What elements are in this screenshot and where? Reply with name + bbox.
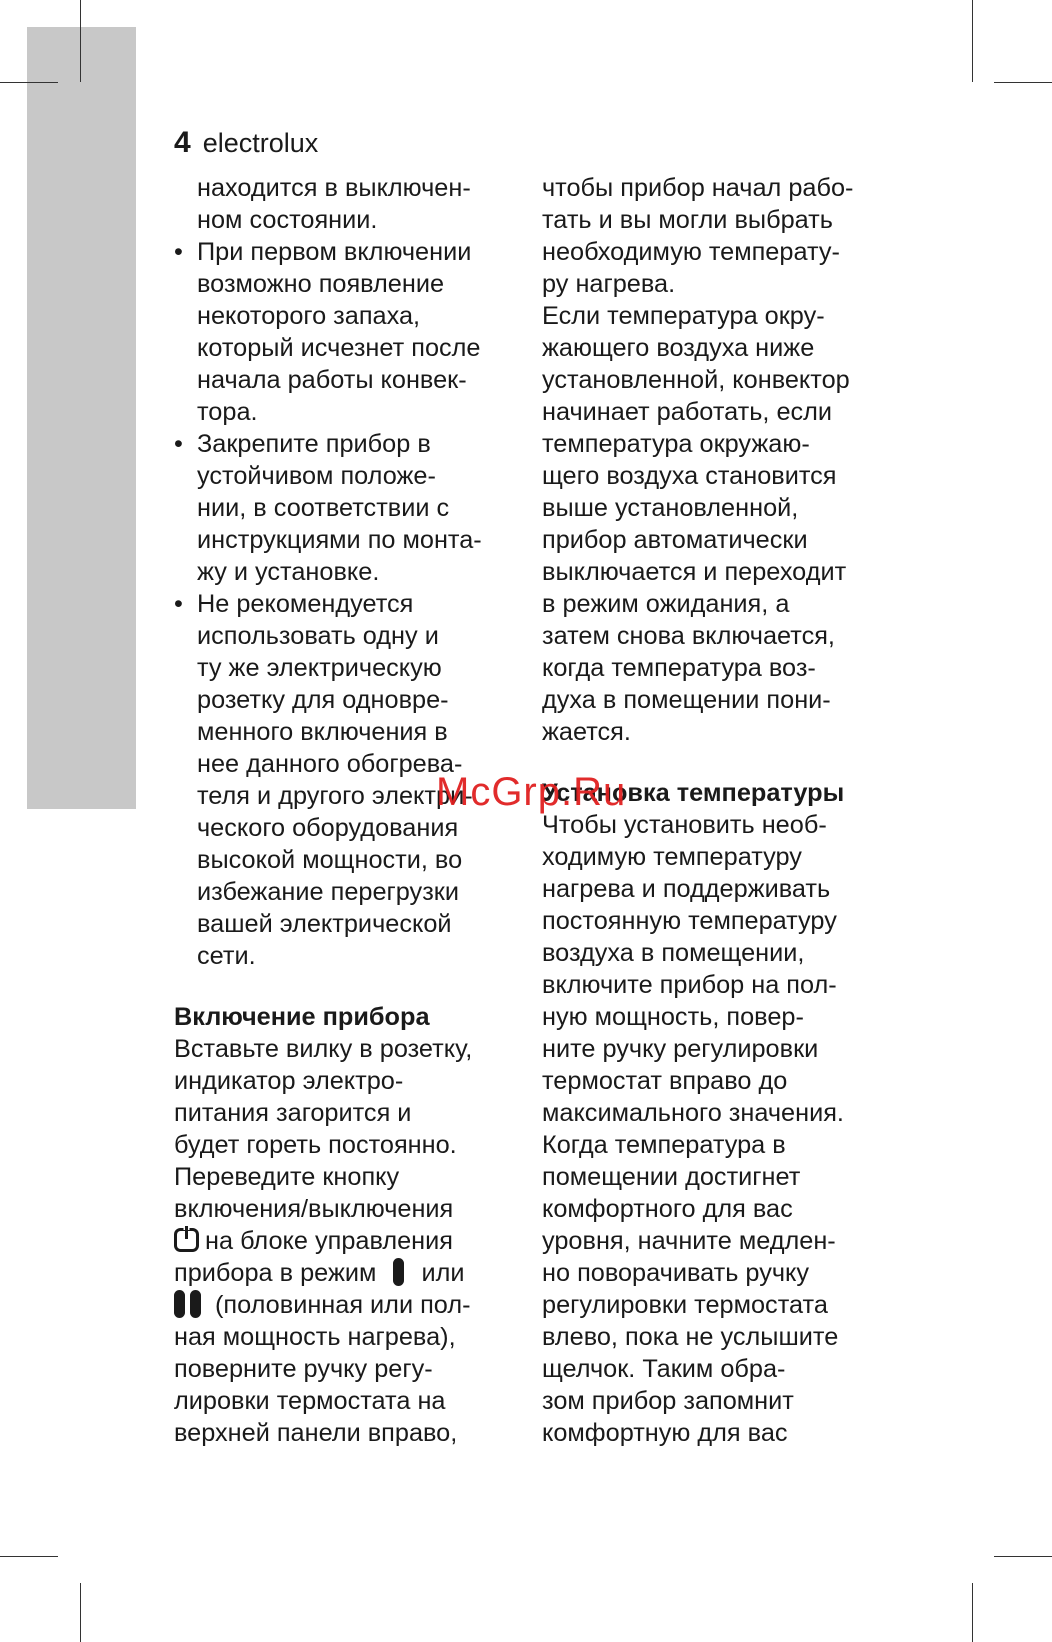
crop-mark [972,0,973,82]
text-line: комфортного для вас [542,1195,793,1223]
text-line: прибор автоматически [542,526,808,554]
text-line: использовать одну и [197,622,439,650]
crop-mark [0,82,58,83]
text-line: розетку для одновре- [197,686,449,714]
text-line: жающего воздуха ниже [542,334,815,362]
text-line: верхней панели вправо, [174,1419,458,1447]
text-line: избежание перегрузки [197,878,459,906]
text-line: возможно появление [197,270,445,298]
text-line: Если температура окру- [542,302,825,330]
text-line: зом прибор запомнит [542,1387,794,1415]
bullet-item [174,428,514,588]
text-line: включения/выключения [174,1195,454,1223]
text-line: но поворачивать ручку [542,1259,810,1287]
text-line: в режим ожидания, а [542,590,790,618]
text-line: который исчезнет после [197,334,481,362]
text-line: находится в выключен- [197,174,471,202]
text-line: некоторого запаха, [197,302,421,330]
bullet-marker: • [174,590,183,618]
crop-mark [994,82,1052,83]
text-line: инструкциями по монта- [197,526,482,554]
text-line: теля и другого электри- [197,782,473,810]
text-line: жу и установке. [197,558,380,586]
text-line [174,588,514,620]
icon-line-text: или [421,1259,465,1287]
text-line: устойчивом положе- [197,462,436,490]
text-line: ная мощность нагрева), [174,1323,456,1351]
text-line [174,428,514,460]
icon-line-text: (половинная или пол- [215,1291,471,1319]
text-line: нагрева и поддерживать [542,875,831,903]
text-line: тать и вы могли выбрать [542,206,833,234]
paragraph [542,809,882,1449]
text-line: когда температура воз- [542,654,816,682]
bullet-text: Закрепите прибор в [197,430,431,458]
text-line: лировки термостата на [174,1387,446,1415]
icon-line [174,1257,514,1289]
section-heading-temperature: Установка температуры [542,779,845,807]
single-bar-icon [393,1258,404,1286]
brand-name: electrolux [202,128,319,158]
text-line: помещении достигнет [542,1163,801,1191]
text-line: начала работы конвек- [197,366,467,394]
text-line: ную мощность, повер- [542,1003,804,1031]
text-line: будет гореть постоянно. [174,1131,457,1159]
icon-line [174,1289,514,1321]
text-line: менного включения в [197,718,448,746]
text-line: максимального значения. [542,1099,844,1127]
spacer [174,972,514,1001]
text-line: уровня, начните медлен- [542,1227,836,1255]
text-line: установленной, конвектор [542,366,850,394]
section-heading-power-on: Включение прибора [174,1003,430,1031]
text-line: нее данного обогрева- [197,750,463,778]
icon-line [174,1225,514,1257]
text-line: поверните ручку регу- [174,1355,433,1383]
text-line: духа в помещении пони- [542,686,831,714]
text-line: ните ручку регулировки [542,1035,819,1063]
text-line: Когда температура в [542,1131,786,1159]
text-line: питания загорится и [174,1099,412,1127]
bullet-marker: • [174,238,183,266]
text-line: постоянную температуру [542,907,837,935]
section-text [174,1321,514,1449]
text-line: ческого оборудования [197,814,459,842]
crop-mark [80,1583,81,1642]
text-line: начинает работать, если [542,398,833,426]
power-button-icon [174,1226,199,1252]
text-line: индикатор электро- [174,1067,404,1095]
crop-mark [994,1556,1052,1557]
bullet-item [174,236,514,428]
text-line: нии, в соответствии с [197,494,450,522]
text-line: Чтобы установить необ- [542,811,827,839]
text-line: необходимую температу- [542,238,840,266]
text-line: влево, пока не услышите [542,1323,839,1351]
text-line: включите прибор на пол- [542,971,837,999]
text-line: температура окружаю- [542,430,810,458]
text-line [174,236,514,268]
section-text [174,1033,514,1225]
text-line: вашей электрической [197,910,452,938]
text-line: ту же электрическую [197,654,442,682]
text-line: Вставьте вилку в розетку, [174,1035,473,1063]
text-line: щего воздуха становится [542,462,837,490]
text-line: ном состоянии. [197,206,378,234]
bullet-text: При первом включении [197,238,472,266]
crop-mark [80,0,81,82]
text-line: воздуха в помещении, [542,939,805,967]
text-line: тора. [197,398,258,426]
crop-mark [972,1583,973,1642]
text-line: выше установленной, [542,494,799,522]
text-line: комфортную для вас [542,1419,788,1447]
text-line: выключается и переходит [542,558,847,586]
text-line: затем снова включается, [542,622,835,650]
icon-line-text: прибора в режим [174,1259,377,1287]
crop-mark [0,1556,58,1557]
page-number: 4 [174,126,191,159]
page-header [174,126,318,160]
text-line: чтобы прибор начал рабо- [542,174,854,202]
bullet-marker: • [174,430,183,458]
text-line: Переведите кнопку [174,1163,400,1191]
intro-text [174,172,514,236]
double-bar-icon [174,1290,201,1318]
bullet-list [174,236,514,972]
text-line: термостат вправо до [542,1067,788,1095]
bullet-text: Не рекомендуется [197,590,414,618]
text-line: жается. [542,718,631,746]
side-gray-tab [27,27,136,809]
text-line: ходимую температуру [542,843,802,871]
text-line: щелчок. Таким обра- [542,1355,786,1383]
text-line: регулировки термостата [542,1291,828,1319]
text-line: высокой мощности, во [197,846,463,874]
watermark: McGrp.Ru [436,770,627,814]
paragraph [542,172,882,748]
text-line: ру нагрева. [542,270,676,298]
icon-line-text: на блоке управления [205,1227,453,1255]
text-line: сети. [197,942,256,970]
